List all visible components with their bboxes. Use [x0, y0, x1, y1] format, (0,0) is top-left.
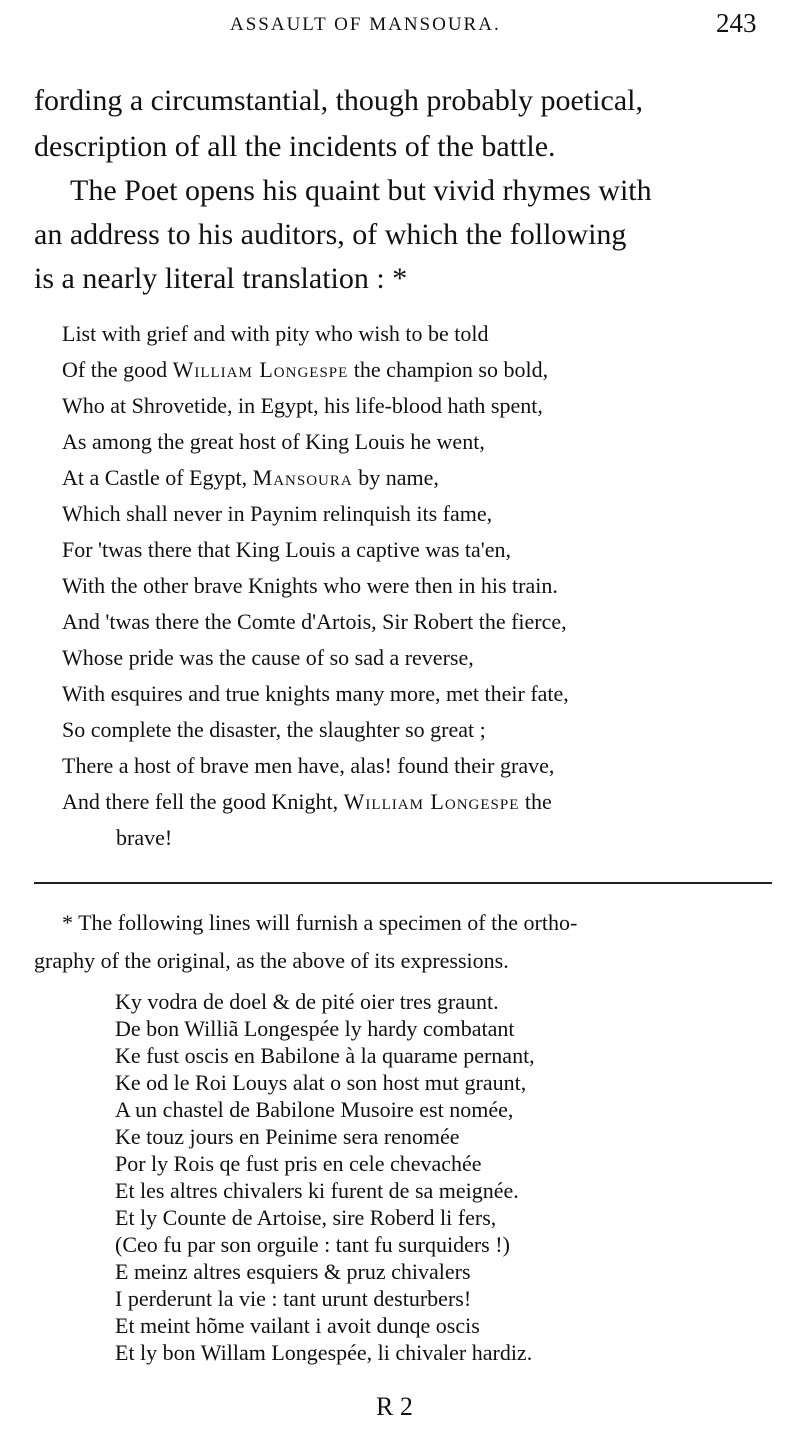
original-line-7: Por ly Rois qe fust pris en cele chevachée: [115, 1151, 482, 1176]
poem-line-5: [62, 460, 439, 496]
footnote-divider: [34, 882, 772, 884]
footnote-line-1: * The following lines will furnish a specimen of the ortho-: [62, 910, 578, 935]
original-line-11: E meinz altres esquiers & pruz chivalers: [115, 1259, 471, 1284]
original-line-5: A un chastel de Babilone Musoire est nomée,: [115, 1097, 514, 1122]
poem-name-mansoura: Mansoura: [252, 465, 353, 490]
original-line-6: Ke touz jours en Peinime sera renomée: [115, 1124, 460, 1149]
poem-line-15: brave!: [116, 825, 173, 850]
poem-line-9: And 'twas there the Comte d'Artois, Sir Robert the fierce,: [62, 609, 567, 634]
poem-line-4: As among the great host of King Louis he went,: [62, 429, 485, 454]
poem-line-1: List with grief and with pity who wish to be told: [62, 321, 489, 346]
poem-line-8: With the other brave Knights who were then in his train.: [62, 573, 558, 598]
running-header: ASSAULT OF MANSOURA.: [230, 14, 501, 35]
poem-text: And there fell the good Knight,: [62, 789, 344, 814]
original-line-13: Et meint hõme vailant i avoit dunqe oscis: [115, 1313, 480, 1338]
original-line-2: De bon Williã Longespée ly hardy combatant: [115, 1016, 515, 1041]
prose-line-1: fording a circumstantial, though probably poetical,: [34, 84, 643, 117]
original-line-14: Et ly bon Willam Longespée, li chivaler hardiz.: [115, 1340, 533, 1365]
footnote-line-2: graphy of the original, as the above of its expressions.: [34, 948, 509, 973]
prose-line-2: description of all the incidents of the battle.: [34, 130, 556, 163]
original-line-10: (Ceo fu par son orguile : tant fu surquiders !): [115, 1232, 510, 1257]
poem-line-2: [62, 352, 548, 388]
poem-text: the: [519, 789, 552, 814]
poem-text: Of the good: [62, 357, 173, 382]
prose-line-3: The Poet opens his quaint but vivid rhymes with: [70, 174, 652, 207]
poem-text: At a Castle of Egypt,: [62, 465, 253, 490]
signature-mark: R 2: [376, 1392, 413, 1421]
prose-line-4: an address to his auditors, of which the following: [34, 218, 627, 251]
poem-line-10: Whose pride was the cause of so sad a reverse,: [62, 645, 474, 670]
original-line-12: I perderunt la vie : tant urunt desturbers!: [115, 1286, 472, 1311]
original-line-4: Ke od le Roi Louys alat o son host mut graunt,: [115, 1070, 527, 1095]
poem-line-13: There a host of brave men have, alas! found their grave,: [62, 753, 555, 778]
poem-line-3: Who at Shrovetide, in Egypt, his life-blood hath spent,: [62, 393, 543, 418]
poem-name-longespe: William Longespe: [343, 789, 520, 814]
poem-line-12: So complete the disaster, the slaughter so great ;: [62, 717, 486, 742]
poem-line-6: Which shall never in Paynim relinquish its fame,: [62, 501, 493, 526]
original-line-9: Et ly Counte de Artoise, sire Roberd li fers,: [115, 1205, 497, 1230]
poem-line-7: For 'twas there that King Louis a captive was ta'en,: [62, 537, 512, 562]
prose-line-5: is a nearly literal translation : *: [34, 262, 408, 295]
poem-name-longespe: William Longespe: [172, 357, 349, 382]
poem-line-11: With esquires and true knights many more, met their fate,: [62, 681, 569, 706]
original-line-1: Ky vodra de doel & de pité oier tres graunt.: [115, 989, 499, 1014]
poem-text: by name,: [352, 465, 439, 490]
poem-text: the champion so bold,: [348, 357, 549, 382]
page-number: 243: [716, 8, 757, 38]
original-line-3: Ke fust oscis en Babilone à la quarame pernant,: [115, 1043, 535, 1068]
poem-line-14: [62, 784, 552, 820]
original-line-8: Et les altres chivalers ki furent de sa meignée.: [115, 1178, 519, 1203]
